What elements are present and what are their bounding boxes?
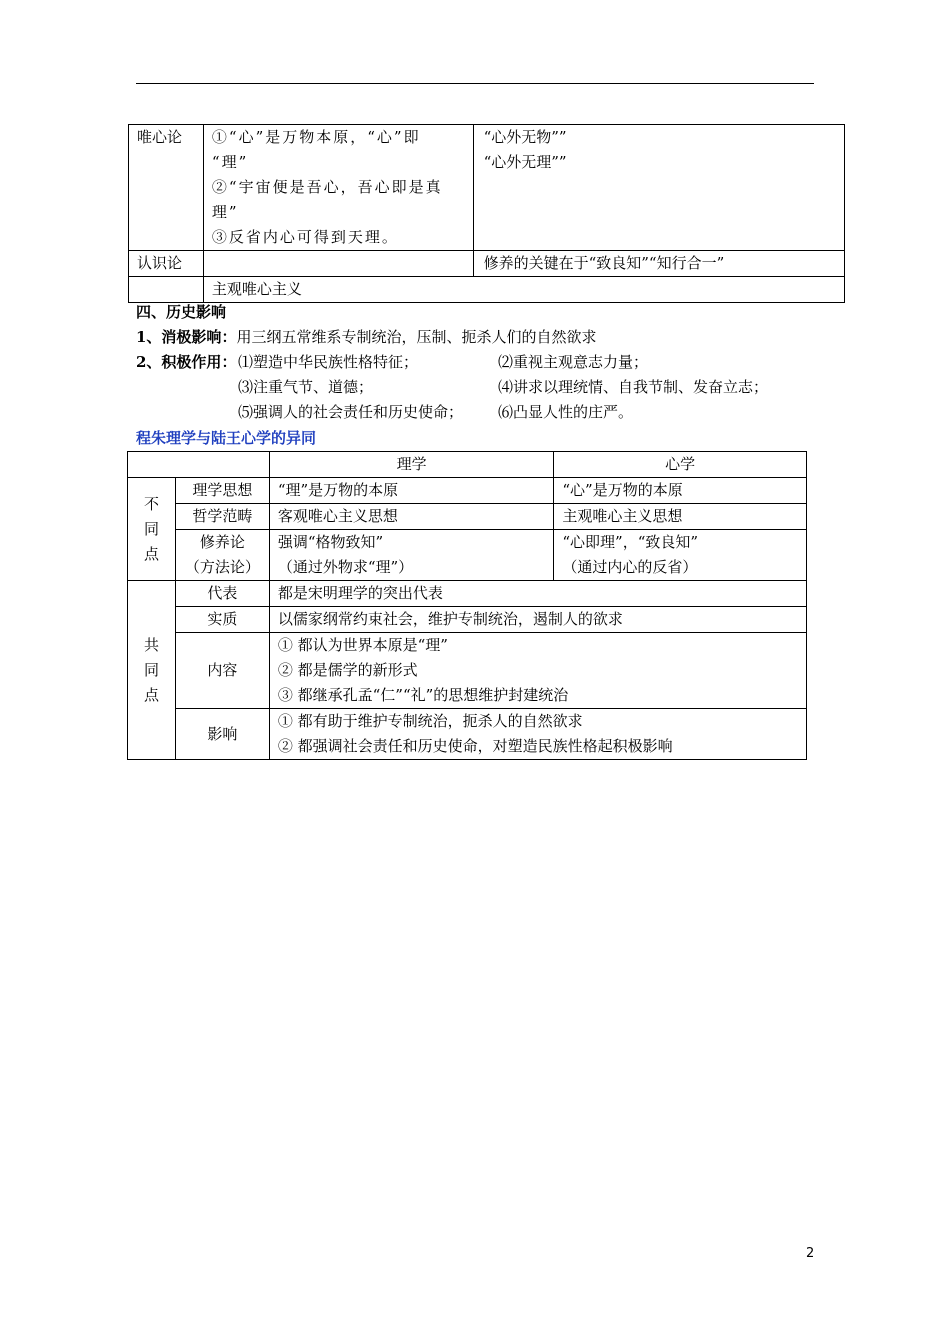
diff-label <box>128 478 176 581</box>
row-right-cell <box>473 125 844 251</box>
table-row <box>128 581 807 607</box>
xinxue-cell <box>554 530 807 581</box>
philosophy-table <box>128 124 845 303</box>
item-text: 用三纲五常维系专制统治，压制、扼杀人们的自然欲求 <box>236 328 597 346</box>
same-label <box>128 581 176 760</box>
table-row <box>129 277 845 303</box>
text-line: 理” <box>211 203 239 221</box>
table-row <box>128 504 807 530</box>
text-line: （通过外物求“理”） <box>277 558 414 576</box>
text-line: 强调“格物致知” <box>277 533 384 551</box>
text-line: ③ 都继承孔孟“仁”“礼”的思想维护封建统治 <box>277 686 569 704</box>
comparison-table <box>127 451 807 760</box>
xinxue-cell: 主观唯心主义思想 <box>554 504 807 530</box>
text-line: “心外无理”” <box>483 153 567 171</box>
label-char: 共 <box>143 635 159 654</box>
lixue-cell: 客观唯心主义思想 <box>269 504 554 530</box>
row-mid-cell <box>203 125 473 251</box>
compare-title: 程朱理学与陆王心学的异同 <box>136 429 317 447</box>
point: ⑹凸显人性的庄严。 <box>498 403 634 421</box>
point: ⑸强调人的社会责任和历史使命； <box>238 403 464 421</box>
text-line: （方法论） <box>184 558 260 576</box>
lixue-cell <box>269 530 554 581</box>
text-line: ①“心”是万物本原，“心”即 <box>211 128 421 146</box>
table-row <box>128 452 807 478</box>
text-line: ③反省内心可得到天理。 <box>211 228 399 246</box>
point: ⑷讲求以理统情、自我节制、发奋立志； <box>498 378 769 396</box>
row-label <box>129 277 204 303</box>
text-line: “心外无物”” <box>483 128 567 146</box>
row-key: 影响 <box>175 709 269 760</box>
row-label: 唯心论 <box>129 125 204 251</box>
label-char: 同 <box>143 519 159 538</box>
negative-effect <box>136 325 596 350</box>
row-key: 理学思想 <box>175 478 269 504</box>
section-title: 四、历史影响 <box>136 303 227 321</box>
header-xinxue: 心学 <box>554 452 807 478</box>
text-line: “理” <box>211 153 249 171</box>
header-lixue: 理学 <box>269 452 554 478</box>
row-label: 认识论 <box>129 251 204 277</box>
point: ⑶注重气节、道德； <box>238 378 374 396</box>
label-char: 同 <box>143 660 159 679</box>
text-line: ① 都认为世界本原是“理” <box>277 636 448 654</box>
row-key <box>175 530 269 581</box>
table-row <box>129 125 845 251</box>
table-row <box>128 530 807 581</box>
text-line: （通过内心的反省） <box>562 558 698 576</box>
text-line: 修养论 <box>199 533 245 551</box>
header-empty <box>128 452 270 478</box>
table-row <box>128 633 807 709</box>
label-char: 不 <box>143 494 159 513</box>
same-cell <box>269 709 806 760</box>
row-key: 实质 <box>175 607 269 633</box>
table-row <box>128 607 807 633</box>
label-char: 点 <box>143 544 159 563</box>
row-key: 代表 <box>175 581 269 607</box>
page-number: 2 <box>806 1246 815 1261</box>
row-key: 内容 <box>175 633 269 709</box>
text-line: ②“宇宙便是吾心，吾心即是真 <box>211 178 443 196</box>
table-row <box>129 251 845 277</box>
text-line: ② 都是儒学的新形式 <box>277 661 418 679</box>
row-key: 哲学范畴 <box>175 504 269 530</box>
text-line: ① 都有助于维护专制统治，扼杀人的自然欲求 <box>277 712 583 730</box>
table-row <box>128 709 807 760</box>
text-line: “心即理”，“致良知” <box>562 533 699 551</box>
header-rule <box>136 83 814 84</box>
row-mid-cell <box>203 251 473 277</box>
same-cell: 以儒家纲常约束社会，维护专制统治，遏制人的欲求 <box>269 607 806 633</box>
row-mid-cell: 主观唯心主义 <box>203 277 844 303</box>
item-label: 2、积极作用： <box>136 353 237 371</box>
item-label: 1、消极影响： <box>136 328 237 346</box>
label-char: 点 <box>143 685 159 704</box>
xinxue-cell: “心”是万物的本原 <box>554 478 807 504</box>
text-line: ② 都强调社会责任和历史使命，对塑造民族性格起积极影响 <box>277 737 673 755</box>
same-cell <box>269 633 806 709</box>
point: ⑴塑造中华民族性格特征； <box>238 353 419 371</box>
table-row <box>128 478 807 504</box>
same-cell: 都是宋明理学的突出代表 <box>269 581 806 607</box>
row-right-cell: 修养的关键在于“致良知”“知行合一” <box>473 251 844 277</box>
lixue-cell: “理”是万物的本原 <box>269 478 554 504</box>
point: ⑵重视主观意志力量； <box>498 353 649 371</box>
